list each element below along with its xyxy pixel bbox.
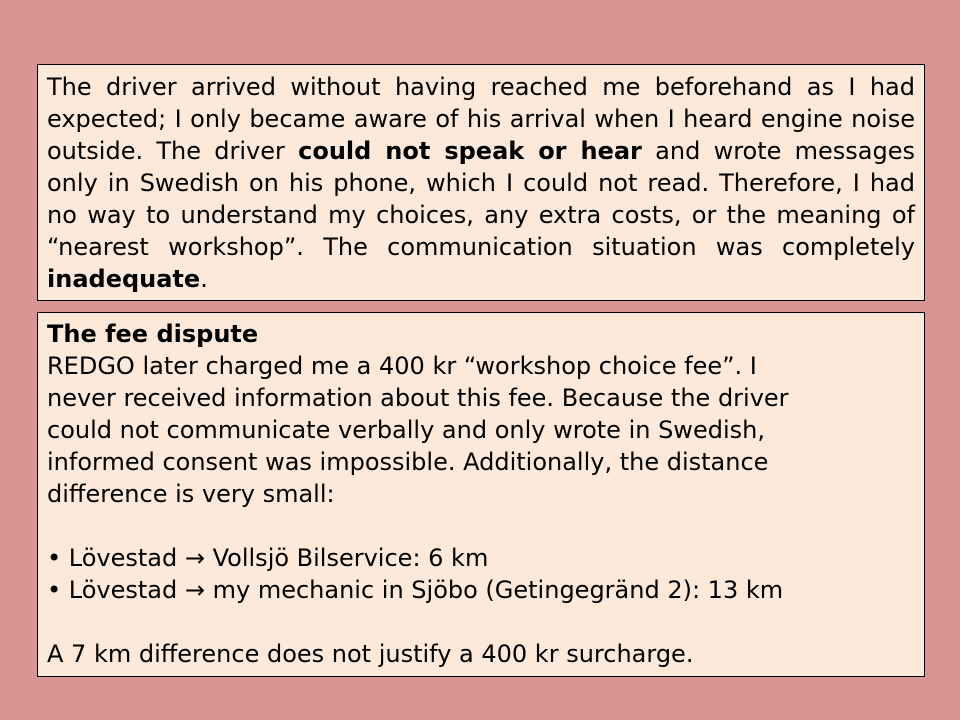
communication-text-bold-2: inadequate bbox=[47, 265, 201, 293]
spacer bbox=[47, 606, 915, 638]
paragraph-line: informed consent was impossible. Additionally, the distance bbox=[47, 448, 769, 476]
communication-text-part-3: . bbox=[200, 265, 208, 293]
communication-text-box bbox=[37, 64, 925, 301]
communication-text-part-2: and wrote messages only in Swedish on his phone, which I could not read. Therefore, I had no way to understand my choices, any extra costs, or the meaning of “nearest workshop”. The communication situation was completely bbox=[47, 137, 916, 261]
spacer bbox=[47, 510, 915, 542]
paragraph-line: could not communicate verbally and only wrote in Swedish, bbox=[47, 416, 765, 444]
paragraph-line: never received information about this fee. Because the driver bbox=[47, 384, 789, 412]
distance-bullet: • Lövestad → Vollsjö Bilservice: 6 km bbox=[47, 544, 489, 572]
conclusion-text: A 7 km difference does not justify a 400 kr surcharge. bbox=[47, 640, 694, 668]
paragraph-line: difference is very small: bbox=[47, 480, 335, 508]
distance-bullet: • Lövestad → my mechanic in Sjöbo (Getingegränd 2): 13 km bbox=[47, 576, 784, 604]
fee-dispute-heading: The fee dispute bbox=[47, 320, 259, 348]
communication-text-bold-1: could not speak or hear bbox=[298, 137, 642, 165]
paragraph-line: REDGO later charged me a 400 kr “workshop choice fee”. I bbox=[47, 352, 757, 380]
fee-dispute-box bbox=[37, 312, 925, 677]
communication-text-part-1: The driver arrived without having reached me beforehand as I had expected; I only became aware of his arrival when I heard engine noise outside. The driver bbox=[47, 73, 915, 165]
